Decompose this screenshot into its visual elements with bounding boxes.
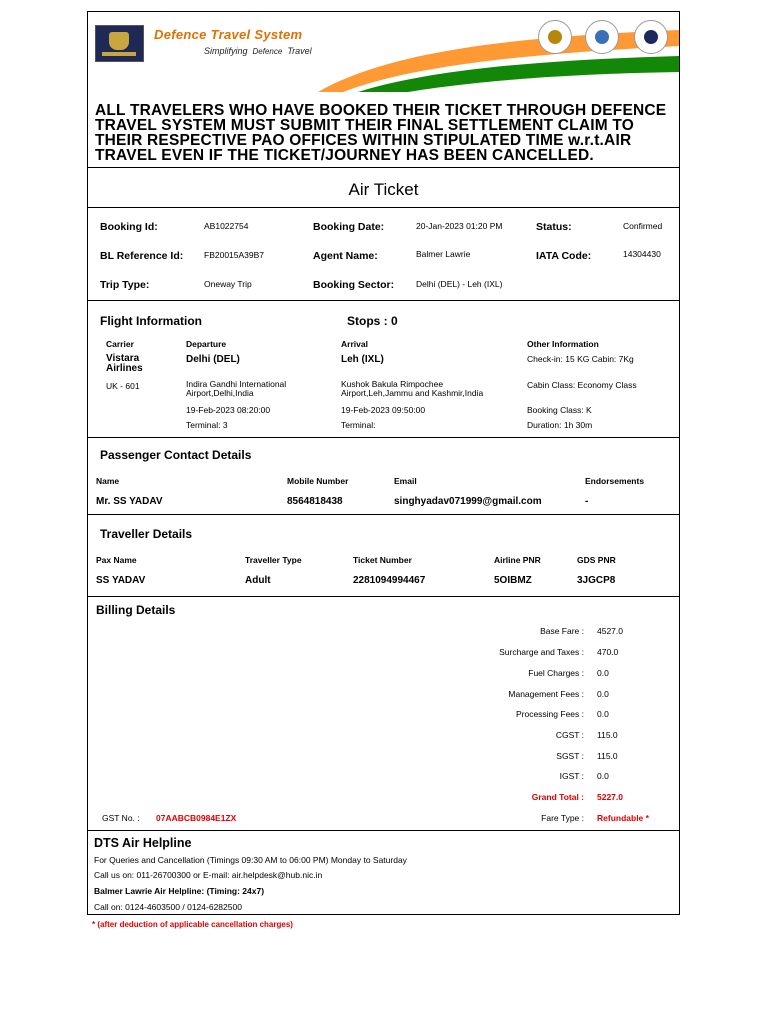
booking-sector-value: Delhi (DEL) - Leh (IXL) xyxy=(416,279,503,289)
grand-total-value: 5227.0 xyxy=(597,792,623,802)
contact-heading: Passenger Contact Details xyxy=(100,448,252,462)
stops-count: Stops : 0 xyxy=(347,314,398,328)
passenger-endorsements: - xyxy=(585,496,589,507)
base-fare-label: Base Fare : xyxy=(540,626,584,636)
igst-value: 0.0 xyxy=(597,771,609,781)
surcharge-value: 470.0 xyxy=(597,647,619,657)
status-label: Status: xyxy=(536,221,572,233)
passenger-email: singhyadav071999@gmail.com xyxy=(394,496,542,507)
col-other-info: Other Information xyxy=(527,339,599,349)
pax-name: SS YADAV xyxy=(96,575,146,586)
processing-fees-value: 0.0 xyxy=(597,709,609,719)
col-email: Email xyxy=(394,476,417,486)
flight-info-heading: Flight Information xyxy=(100,314,202,328)
airforce-emblem-icon xyxy=(585,20,619,54)
agent-name-label: Agent Name: xyxy=(313,250,378,262)
fare-type-label: Fare Type : xyxy=(541,813,584,823)
base-fare-value: 4527.0 xyxy=(597,626,623,636)
cgst-label: CGST : xyxy=(555,730,584,740)
management-fees-label: Management Fees : xyxy=(508,689,584,699)
booking-date-label: Booking Date: xyxy=(313,221,385,233)
passenger-mobile: 8564818438 xyxy=(287,496,343,507)
sgst-value: 115.0 xyxy=(597,751,618,761)
traveller-heading: Traveller Details xyxy=(100,527,193,541)
booking-id-value: AB1022754 xyxy=(204,221,249,231)
divider xyxy=(88,207,679,208)
brand-subtitle: Simplifying Defence Travel xyxy=(204,46,312,56)
col-endorsements: Endorsements xyxy=(585,476,645,486)
iata-code-label: IATA Code: xyxy=(536,250,592,262)
gds-pnr: 3JGCP8 xyxy=(577,575,616,586)
col-traveller-type: Traveller Type xyxy=(245,555,302,565)
sgst-label: SGST : xyxy=(556,751,584,761)
booking-id-label: Booking Id: xyxy=(100,221,158,233)
col-departure: Departure xyxy=(186,339,227,349)
balmer-helpline-heading: Balmer Lawrie Air Helpline: (Timing: 24x7) xyxy=(94,886,265,896)
airline-pnr: 5OIBMZ xyxy=(494,575,532,586)
helpline-contact: Call us on: 011-26700300 or E-mail: air.helpdesk@hub.nic.in xyxy=(94,870,323,880)
status-value: Confirmed xyxy=(623,221,663,231)
flight-duration: Duration: 1h 30m xyxy=(527,420,593,430)
carrier-name: Vistara Airlines xyxy=(106,353,143,374)
igst-label: IGST : xyxy=(559,771,584,781)
arrival-city: Leh (IXL) xyxy=(341,354,384,365)
divider xyxy=(88,596,679,597)
booking-date-value: 20-Jan-2023 01:20 PM xyxy=(416,221,503,231)
divider xyxy=(88,167,679,168)
bl-reference-label: BL Reference Id: xyxy=(100,250,184,262)
helpline-heading: DTS Air Helpline xyxy=(94,836,192,850)
processing-fees-label: Processing Fees : xyxy=(515,709,584,719)
iata-code-value: 14304430 xyxy=(623,249,661,259)
fare-type-value: Refundable * xyxy=(597,813,649,823)
col-airline-pnr: Airline PNR xyxy=(494,555,541,565)
col-mobile: Mobile Number xyxy=(287,476,349,486)
fuel-charges-label: Fuel Charges : xyxy=(528,668,584,678)
header-banner xyxy=(88,12,679,92)
col-carrier: Carrier xyxy=(106,339,134,349)
col-ticket-number: Ticket Number xyxy=(353,555,412,565)
air-ticket-document xyxy=(87,11,680,915)
page-title: Air Ticket xyxy=(348,180,419,199)
col-arrival: Arrival xyxy=(341,339,368,349)
traveller-type: Adult xyxy=(245,575,271,586)
trip-type-value: Oneway Trip xyxy=(204,279,252,289)
col-name: Name xyxy=(96,476,120,486)
bl-reference-value: FB20015A39B7 xyxy=(204,250,265,260)
balmer-helpline-phone: Call on: 0124-4603500 / 0124-6282500 xyxy=(94,902,242,912)
fuel-charges-value: 0.0 xyxy=(597,668,609,678)
arrival-airport: Kushok Bakula Rimpochee Airport,Leh,Jammu and Kashmir,India xyxy=(341,379,484,398)
billing-heading: Billing Details xyxy=(96,603,176,617)
trip-type-label: Trip Type: xyxy=(100,279,150,291)
col-pax-name: Pax Name xyxy=(96,555,137,565)
cancellation-footnote: * (after deduction of applicable cancellation charges) xyxy=(92,920,293,929)
flight-number: UK - 601 xyxy=(106,381,140,391)
arrival-time: 19-Feb-2023 09:50:00 xyxy=(341,405,426,415)
navy-emblem-icon xyxy=(634,20,668,54)
baggage-allowance: Check-in: 15 KG Cabin: 7Kg xyxy=(527,354,634,364)
cabin-class: Cabin Class: Economy Class xyxy=(527,380,637,390)
departure-time: 19-Feb-2023 08:20:00 xyxy=(186,405,271,415)
booking-sector-label: Booking Sector: xyxy=(313,279,395,291)
gst-number-label: GST No. : xyxy=(102,813,140,823)
grand-total-label: Grand Total : xyxy=(531,792,584,802)
cgst-value: 115.0 xyxy=(597,730,618,740)
surcharge-label: Surcharge and Taxes : xyxy=(499,647,584,657)
divider xyxy=(88,300,679,301)
divider xyxy=(88,514,679,515)
settlement-notice: ALL TRAVELERS WHO HAVE BOOKED THEIR TICKET THROUGH DEFENCE TRAVEL SYSTEM MUST SUBMIT THEIR FINAL SETTLEMENT CLAIM TO THEIR RESPECTIVE PAO OFFICES WITHIN STIPULATED TIME w.r.t.AIR TRAVEL EVEN IF THE TICKET/JOURNEY HAS BEEN CANCELLED. xyxy=(95,102,667,164)
army-emblem-icon xyxy=(538,20,572,54)
brand-title: Defence Travel System xyxy=(154,27,303,42)
helpline-timings: For Queries and Cancellation (Timings 09:30 AM to 06:00 PM) Monday to Saturday xyxy=(94,855,407,865)
passenger-name: Mr. SS YADAV xyxy=(96,496,163,507)
departure-airport: Indira Gandhi International Airport,Delhi,India xyxy=(186,379,287,398)
management-fees-value: 0.0 xyxy=(597,689,609,699)
departure-terminal: Terminal: 3 xyxy=(186,420,228,430)
divider xyxy=(88,437,679,438)
gst-number-value: 07AABCB0984E1ZX xyxy=(156,813,237,823)
departure-city: Delhi (DEL) xyxy=(186,354,240,365)
arrival-terminal: Terminal: xyxy=(341,420,376,430)
col-gds-pnr: GDS PNR xyxy=(577,555,616,565)
divider xyxy=(88,830,679,831)
ticket-number: 2281094994467 xyxy=(353,575,426,586)
agent-name-value: Balmer Lawrie xyxy=(416,249,471,259)
booking-class: Booking Class: K xyxy=(527,405,592,415)
